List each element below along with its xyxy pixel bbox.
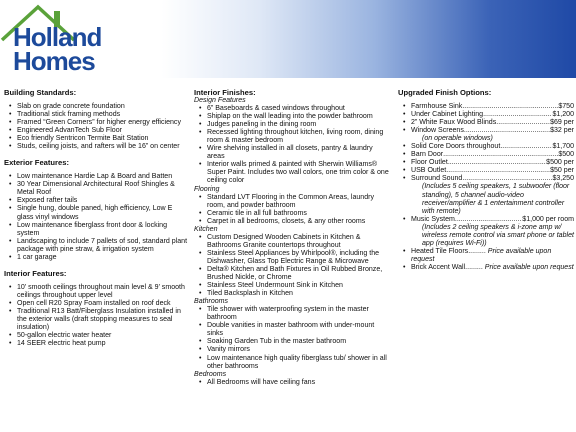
option-name: • Window Screens bbox=[411, 127, 464, 135]
option-price: $69 per bbox=[550, 119, 574, 127]
interior-features-heading: Interior Features: bbox=[4, 268, 67, 278]
list-item: • Low maintenance high quality fiberglass tub/ shower in all other bathrooms bbox=[194, 355, 390, 371]
option-price: $500 bbox=[558, 151, 574, 159]
option-price: $750 bbox=[558, 103, 574, 110]
option-name: • Solid Core Doors throughout bbox=[411, 143, 501, 151]
dot-leader bbox=[483, 111, 552, 119]
list-item: • Interior walls primed & painted with Sherwin Williams® Super Paint. Includes two wall colors, one trim color & one ceiling color bbox=[194, 161, 390, 185]
kitchen-list bbox=[194, 234, 390, 298]
option-name: Brick Accent Wall bbox=[411, 263, 466, 271]
option-item bbox=[398, 127, 574, 135]
list-item: • 10’ smooth ceilings throughout main level & 9’ smooth ceilings throughout upper level bbox=[4, 284, 190, 300]
dot-leader: ......... bbox=[465, 263, 483, 271]
option-name: • Surround Sound bbox=[411, 175, 463, 183]
design-features-list bbox=[194, 105, 390, 185]
list-item: • Stainless Steel Appliances by Whirlpool®, including the Dishwasher, Glass Top Electric Range & Microwave bbox=[194, 250, 390, 266]
list-item: • Eco friendly Sentricon Termite Bait Station bbox=[4, 135, 190, 143]
list-item: • Engineered AdvanTech Sub Floor bbox=[4, 127, 190, 135]
upgrade-options-column bbox=[398, 88, 574, 272]
option-name: • Barn Door bbox=[411, 151, 444, 159]
interior-features-list bbox=[4, 284, 190, 348]
option-item bbox=[398, 248, 574, 264]
option-item bbox=[398, 175, 574, 183]
option-row bbox=[411, 143, 574, 151]
building-standards-heading: Building Standards: bbox=[4, 88, 77, 97]
option-row bbox=[411, 151, 574, 159]
list-item: • Low maintenance fiberglass front door & locking system bbox=[4, 222, 190, 238]
option-row bbox=[411, 127, 574, 135]
upgraded-options-heading: Upgraded Finish Options: bbox=[398, 88, 492, 97]
bedrooms-label: Bedrooms bbox=[194, 370, 227, 378]
dot-leader bbox=[455, 216, 522, 224]
dot-leader: ......... bbox=[468, 247, 486, 255]
option-row bbox=[411, 111, 574, 119]
list-item: • Soaking Garden Tub in the master bathroom bbox=[194, 338, 390, 346]
flooring-list bbox=[194, 194, 390, 226]
option-price: $500 per bbox=[546, 159, 574, 167]
dot-leader bbox=[446, 167, 550, 175]
list-item: • 30 Year Dimensional Architectural Roof Shingles & Metal Roof bbox=[4, 181, 190, 197]
building-standards-list bbox=[4, 103, 190, 151]
list-item: • Traditional R13 Batt/Fiberglass Insulation installed in the exterior walls (draft stopping measures to seal insulation) bbox=[4, 308, 190, 332]
list-item: • Slab on grade concrete foundation bbox=[4, 103, 190, 111]
dot-leader bbox=[464, 127, 550, 135]
list-item: • Custom Designed Wooden Cabinets in Kitchen & Bathrooms Granite countertops throughout bbox=[194, 234, 390, 250]
option-note: (Includes 2 ceiling speakers & i-zone amp w/ wireless remote control via smart phone or tablet app (requires Wi-Fi)) bbox=[422, 223, 574, 247]
option-price: $1,000 per room bbox=[522, 215, 574, 223]
option-item bbox=[398, 216, 574, 224]
option-name: • Under Cabinet Lighting bbox=[411, 111, 484, 119]
option-item bbox=[398, 151, 574, 159]
option-name: • 2” White Faux Wood Blinds bbox=[411, 119, 497, 127]
option-row bbox=[411, 159, 574, 167]
list-item: • Framed “Green Corners” for higher energy efficiency bbox=[4, 119, 190, 127]
list-item: • Low maintenance Hardie Lap & Board and Batten bbox=[4, 173, 190, 181]
list-item: • Vanity mirrors bbox=[194, 346, 390, 354]
list-item: • Exposed rafter tails bbox=[4, 197, 190, 205]
option-name: Heated Tile Floors bbox=[411, 247, 469, 255]
logo-text-homes: Homes bbox=[13, 46, 95, 76]
option-note: (on operable windows) bbox=[422, 135, 493, 143]
dot-leader bbox=[496, 119, 550, 127]
list-item: • Tile shower with waterproofing system in the master bathroom bbox=[194, 306, 390, 322]
option-item bbox=[398, 119, 574, 127]
option-name: • Floor Outlet bbox=[411, 159, 448, 167]
kitchen-label: Kitchen bbox=[194, 225, 218, 233]
dot-leader bbox=[462, 175, 552, 183]
upgrade-options-list bbox=[398, 103, 574, 272]
option-name: • Farmhouse Sink bbox=[411, 103, 463, 110]
list-item: • Single hung, double paned, high efficiency, Low E glass vinyl windows bbox=[4, 205, 190, 221]
list-item: • Studs, ceiling joists, and rafters will be 16” on center bbox=[4, 143, 190, 151]
option-name: • Music System bbox=[411, 215, 455, 223]
option-price: $1,700 bbox=[552, 143, 574, 151]
design-features-label: Design Features bbox=[194, 97, 246, 104]
list-item: • Landscaping to include 7 pallets of sod, standard plant package with pine straw, & irrigation system bbox=[4, 238, 190, 254]
option-price: Price available upon request bbox=[484, 263, 574, 271]
list-item: • 6” Baseboards & cased windows throughout bbox=[194, 105, 390, 113]
bedrooms-list bbox=[194, 379, 390, 387]
list-item: • Carpet in all bedrooms, closets, & any other rooms bbox=[194, 218, 390, 226]
dot-leader bbox=[462, 103, 558, 111]
list-item: • Delta® Kitchen and Bath Fixtures in Oil Rubbed Bronze, Brushed Nickle, or Chrome bbox=[194, 266, 390, 282]
option-item bbox=[398, 143, 574, 151]
list-item: • 1 car garage bbox=[4, 254, 190, 262]
option-item bbox=[398, 264, 574, 272]
dot-leader bbox=[443, 151, 558, 159]
dot-leader bbox=[500, 143, 552, 151]
list-item: • Stainless Steel Undermount Sink in Kitchen bbox=[194, 282, 390, 290]
list-item: • Judges paneling in the dining room bbox=[194, 121, 390, 129]
list-item: • Tiled Backsplash in Kitchen bbox=[194, 290, 390, 298]
exterior-features-heading: Exterior Features: bbox=[4, 158, 69, 168]
list-item: • 50-gallon electric water heater bbox=[4, 332, 190, 340]
exterior-features-list bbox=[4, 173, 190, 262]
option-price: $1,200 bbox=[552, 111, 574, 119]
option-note: (Includes 5 ceiling speakers, 1 subwoofer (floor standing), 5 channel audio-video receiver/amplifier & 1 entertainment controller with remote) bbox=[422, 183, 570, 215]
interior-finishes-heading: Interior Finishes: bbox=[194, 88, 256, 97]
option-row bbox=[411, 103, 574, 111]
list-item: • Recessed lighting throughout kitchen, living room, dining room & master bedroom bbox=[194, 129, 390, 145]
option-price: Price available upon request bbox=[411, 247, 552, 263]
list-item: • Open cell R20 Spray Foam installed on roof deck bbox=[4, 300, 190, 308]
dot-leader bbox=[448, 159, 546, 167]
standards-column bbox=[4, 88, 190, 348]
bathrooms-label: Bathrooms bbox=[194, 298, 229, 306]
flooring-label: Flooring bbox=[194, 185, 220, 193]
option-row bbox=[411, 167, 574, 175]
list-item: • 14 SEER electric heat pump bbox=[4, 340, 190, 348]
list-item: • Ceramic tile in all full bathrooms bbox=[194, 210, 390, 218]
list-item: • Shiplap on the wall leading into the powder bathroom bbox=[194, 113, 390, 121]
option-item bbox=[398, 103, 574, 111]
option-item bbox=[398, 159, 574, 167]
list-item: • Double vanities in master bathroom with under-mount sinks bbox=[194, 322, 390, 338]
option-item bbox=[398, 111, 574, 119]
bathrooms-list bbox=[194, 306, 390, 370]
option-price: $50 per bbox=[550, 167, 574, 175]
list-item: • All Bedrooms will have ceiling fans bbox=[194, 379, 390, 387]
logo-text-holland: Holland bbox=[13, 22, 102, 52]
option-price: $32 per bbox=[550, 127, 574, 135]
option-row bbox=[411, 216, 574, 224]
option-item bbox=[398, 167, 574, 175]
option-row bbox=[411, 175, 574, 183]
list-item: • Traditional stick framing methods bbox=[4, 111, 190, 119]
holland-homes-logo bbox=[0, 0, 150, 78]
option-price: $3,250 bbox=[552, 175, 574, 183]
option-row bbox=[411, 119, 574, 127]
list-item: • Wire shelving installed in all closets, pantry & laundry areas bbox=[194, 145, 390, 161]
list-item: • Standard LVT Flooring in the Common Areas, laundry room, and powder bathroom bbox=[194, 194, 390, 210]
option-name: • USB Outlet bbox=[411, 167, 447, 175]
interior-finishes-column bbox=[194, 88, 390, 387]
